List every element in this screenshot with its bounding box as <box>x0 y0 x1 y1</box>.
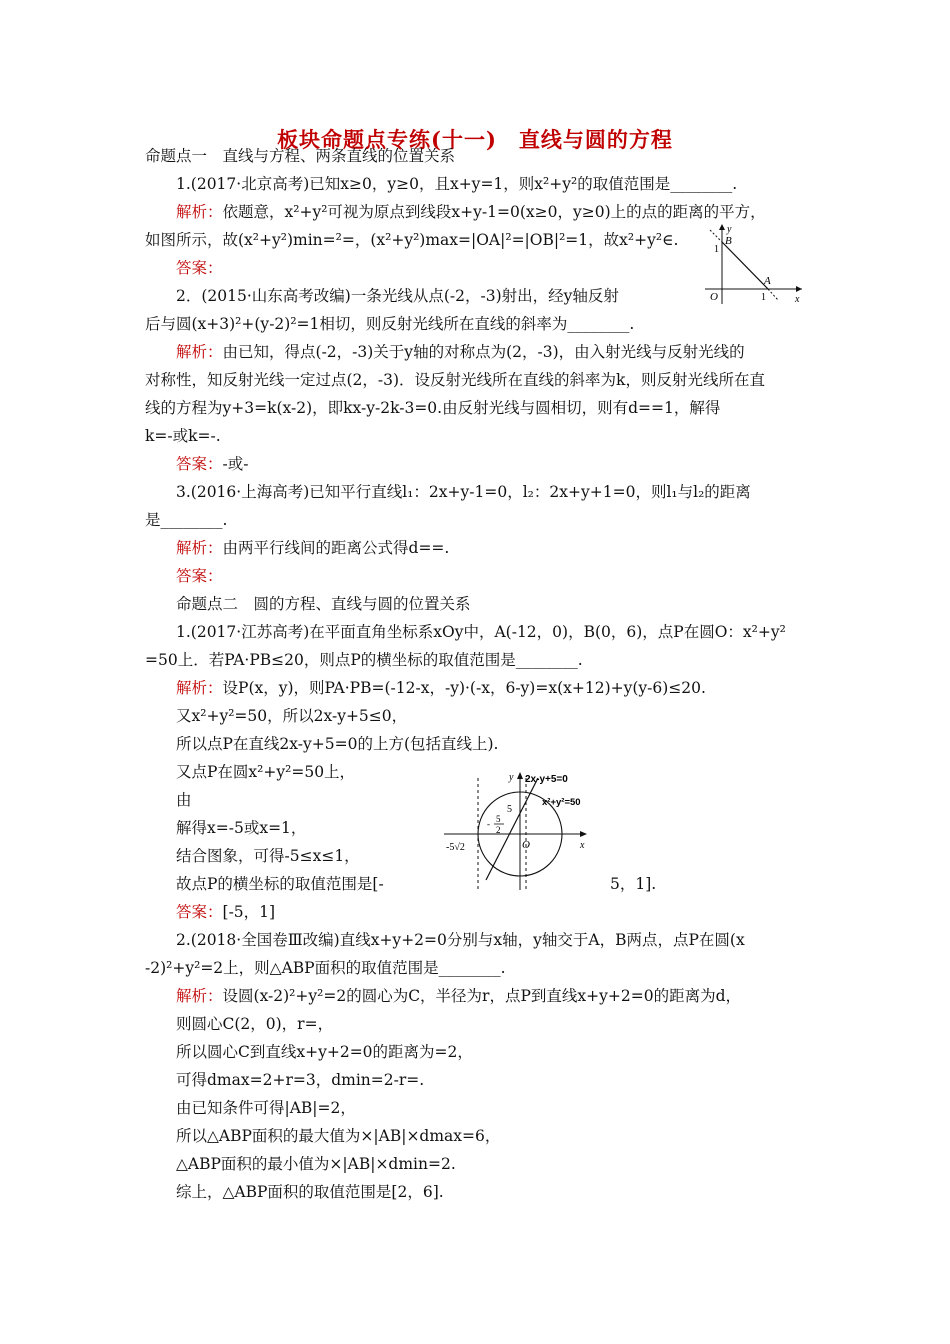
s2-q2-text-2: -2)²+y²=2上，则△ABP面积的取值范围是________. <box>145 959 506 977</box>
s2-q1-line-0: 又x²+y²=50，所以2x-y+5≤0， <box>176 707 408 725</box>
s2-q1-line-2: 又点P在圆x²+y²=50上， <box>176 763 356 781</box>
fig2-frac-bottom: 2 <box>496 825 501 835</box>
fig1-origin: O <box>710 291 718 303</box>
segment-ab <box>722 242 768 289</box>
s1-q3-text-2: 是________. <box>145 511 228 529</box>
extension-lower <box>768 289 778 300</box>
y-axis-arrow <box>517 772 523 779</box>
analysis-label: 解析： <box>176 203 223 221</box>
s1-q1-text: 1.(2017·北京高考)已知x≥0，y≥0，且x+y=1，则x²+y²的取值范围是________. <box>176 175 738 193</box>
fig2-line-label: 2x-y+5=0 <box>525 774 568 785</box>
fig2-y-label: y <box>509 772 514 783</box>
fig2-frac-minus: - <box>487 819 490 829</box>
s2-q2-analysis-1: 解析：设圆(x-2)²+y²=2的圆心为C，半径为r，点P到直线x+y+2=0的距离为d， <box>176 987 742 1005</box>
s1-q2-analysis-2: 对称性，知反射光线一定过点(2，-3)．设反射光线所在直线的斜率为k，则反射光线所在直 <box>145 371 765 389</box>
fig2-circle-label: x²+y²=50 <box>542 797 581 808</box>
s1-q1-answer-label: 答案： <box>176 259 223 277</box>
fig1-x-label: x <box>795 294 800 305</box>
figure-circle-line <box>442 770 590 895</box>
s2-q1-line-5: 结合图象，可得-5≤x≤1， <box>176 847 360 865</box>
s2-q1-line-6: 故点P的横坐标的取值范围是[- <box>176 875 384 893</box>
s1-q2-text-2: 后与圆(x+3)²+(y-2)²=1相切，则反射光线所在直线的斜率为________. <box>145 315 635 333</box>
s1-q2-analysis-4: k=-或k=-. <box>145 427 221 445</box>
fig2-tick-5: 5 <box>507 804 512 815</box>
fig1-tick-y1: 1 <box>714 244 719 255</box>
extension-upper <box>710 230 722 242</box>
s1-q3-analysis: 解析：由两平行线间的距离公式得d==. <box>176 539 450 557</box>
s1-q3-text-1: 3.(2016·上海高考)已知平行直线l₁：2x+y-1=0，l₂：2x+y+1=0，则l₁与l₂的距离 <box>176 483 751 501</box>
s2-q1-line-1: 所以点P在直线2x-y+5=0的上方(包括直线上). <box>176 735 499 753</box>
s1-q3-answer-label: 答案： <box>176 567 223 585</box>
s2-q1-line-4: 解得x=-5或x=1， <box>176 819 307 837</box>
s2-q2-line-4: 所以△ABP面积的最大值为×|AB|×dmax=6， <box>176 1127 501 1145</box>
x-axis-arrow <box>796 286 802 292</box>
s1-q2-analysis-1: 解析：由已知，得点(-2，-3)关于y轴的对称点为(2，-3)，由入射光线与反射光线的 <box>176 343 745 361</box>
s1-q2-text-1: 2．(2015·山东高考改编)一条光线从点(-2，-3)射出，经y轴反射 <box>176 287 619 305</box>
s2-q2-line-5: △ABP面积的最小值为×|AB|×dmin=2. <box>176 1155 456 1173</box>
fig2-frac-top: 5 <box>496 814 501 824</box>
section2-heading: 命题点二 圆的方程、直线与圆的位置关系 <box>176 595 471 613</box>
s1-q2-answer: 答案：-或- <box>176 455 249 473</box>
s2-q1-text-2: =50上．若PA·PB≤20，则点P的横坐标的取值范围是________. <box>145 651 583 669</box>
fig1-tick-x1: 1 <box>761 292 766 303</box>
s1-q2-analysis-3: 线的方程为y+3=k(x-2)，即kx-y-2k-3=0.由反射光线与圆相切，则有d==1，解得 <box>145 399 721 417</box>
s2-q1-answer: 答案：[-5，1] <box>176 903 276 921</box>
fig2-neg-root: -5√2 <box>446 842 465 853</box>
s2-q1-text-1: 1.(2017·江苏高考)在平面直角坐标系xOy中，A(-12，0)，B(0，6)，点P在圆O：x²+y² <box>176 623 786 641</box>
s2-q1-range-end: 5，1]. <box>610 875 657 893</box>
fig2-x-label: x <box>580 840 585 851</box>
s2-q2-line-0: 则圆心C(2，0)，r=， <box>176 1015 334 1033</box>
fig1-point-a: A <box>764 275 771 287</box>
y-axis-arrow <box>719 224 725 230</box>
section1-heading: 命题点一 直线与方程、两条直线的位置关系 <box>145 147 456 165</box>
fig1-y-label: y <box>727 224 732 235</box>
s2-q2-line-2: 可得dmax=2+r=3，dmin=2-r=. <box>176 1071 425 1089</box>
x-axis-arrow <box>580 831 587 837</box>
figure-segment-ab <box>700 222 805 307</box>
s2-q2-text-1: 2.(2018·全国卷Ⅲ改编)直线x+y+2=0分别与x轴，y轴交于A，B两点，点P在圆(x <box>176 931 745 949</box>
s1-q1-analysis-1: 解析：依题意，x²+y²可视为原点到线段x+y-1=0(x≥0，y≥0)上的点的距离的平方， <box>176 203 766 221</box>
s2-q2-line-1: 所以圆心C到直线x+y+2=0的距离为=2， <box>176 1043 473 1061</box>
fig1-point-b: B <box>725 235 732 247</box>
s2-q2-line-6: 综上，△ABP面积的取值范围是[2，6]. <box>176 1183 444 1201</box>
s2-q2-line-3: 由已知条件可得|AB|=2， <box>176 1099 356 1117</box>
s2-q1-line-3: 由 <box>176 791 192 809</box>
page-title: 板块命题点专练(十一) 直线与圆的方程 <box>277 127 673 152</box>
s1-q1-analysis-2: 如图所示，故(x²+y²)min=²=，(x²+y²)max=|OA|²=|OB|²=1，故x²+y²∈. <box>145 231 679 249</box>
s2-q1-analysis-1: 解析：设P(x，y)，则PA·PB=(-12-x，-y)·(-x，6-y)=x(x+12)+y(y-6)≤20. <box>176 679 706 697</box>
fig2-origin: O <box>522 839 530 851</box>
